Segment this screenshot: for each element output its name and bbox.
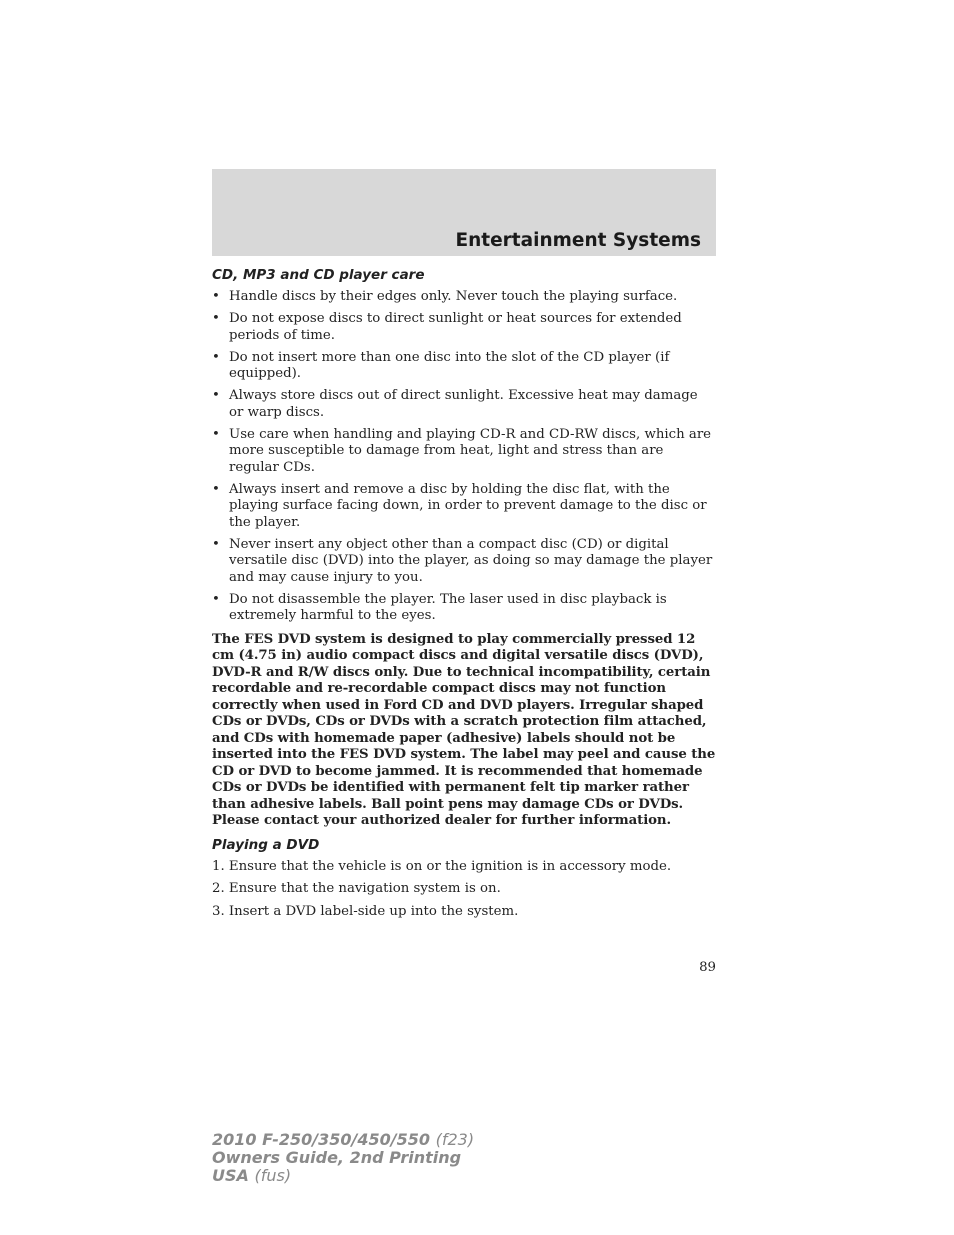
list-item: • Always insert and remove a disc by holding the disc flat, with the playing surface facing down, in order to prevent damage to the disc or the player. xyxy=(212,481,707,530)
footer-line-model: 2010 F-250/350/450/550 (f23) xyxy=(212,1130,475,1149)
step-item: 2. Ensure that the navigation system is on. xyxy=(212,881,501,896)
list-item: • Use care when handling and playing CD-R and CD-RW discs, which are more susceptible to damage from heat, light and stress than are regular CDs. xyxy=(212,426,712,475)
list-item: • Do not expose discs to direct sunlight or heat sources for extended periods of time. xyxy=(212,311,682,343)
bullet-icon: • xyxy=(212,536,220,552)
document-footer xyxy=(212,1131,474,1185)
footer-line-region: USA (fus) xyxy=(212,1166,292,1185)
step-item: 3. Insert a DVD label-side up into the system. xyxy=(212,903,519,919)
list-item: • Always store discs out of direct sunlight. Excessive heat may damage or warp discs. xyxy=(212,388,698,420)
cd-care-list xyxy=(212,289,716,625)
bullet-icon: • xyxy=(212,289,220,304)
bullet-icon: • xyxy=(212,481,220,497)
bullet-icon: • xyxy=(212,388,220,403)
playing-dvd-heading: Playing a DVD xyxy=(212,836,320,853)
page-content xyxy=(212,266,716,926)
cd-care-heading: CD, MP3 and CD player care xyxy=(212,267,425,283)
list-item: • Do not insert more than one disc into the slot of the CD player (if equipped). xyxy=(212,349,670,381)
step-item: 1. Ensure that the vehicle is on or the ignition is in accessory mode. xyxy=(212,858,672,874)
list-item: • Do not disassemble the player. The laser used in disc playback is extremely harmful to the eyes. xyxy=(212,591,667,623)
bullet-icon: • xyxy=(212,311,220,326)
bullet-icon: • xyxy=(212,426,220,442)
section-title: Entertainment Systems xyxy=(455,230,701,251)
bullet-icon: • xyxy=(212,591,220,607)
playing-dvd-steps xyxy=(212,859,716,921)
list-item: • Never insert any object other than a compact disc (CD) or digital versatile disc (DVD) into the player, as doing so may damage the player and may cause injury to you. xyxy=(212,536,713,585)
list-item: • Handle discs by their edges only. Never touch the playing surface. xyxy=(212,289,678,304)
page-number: 89 xyxy=(699,960,716,975)
disc-compatibility-notice: The FES DVD system is designed to play commercially pressed 12 cm (4.75 in) audio compact discs and digital versatile discs (DVD), DVD-R and R/W discs only. Due to technical incompatibility, certain recordable and re-recordable compact discs may not function correctly when used in Ford CD and DVD players. Irregular shaped CDs or DVDs, CDs or DVDs with a scratch protection film attached, and CDs with homemade paper (adhesive) labels should not be inserted into the FES DVD system. The label may peel and cause the CD or DVD to become jammed. It is recommended that homemade CDs or DVDs be identified with permanent felt tip marker rather than adhesive labels. Ball point pens may damage CDs or DVDs. Please contact your authorized dealer for further information. xyxy=(212,631,716,828)
bullet-icon: • xyxy=(212,349,220,365)
section-header-band xyxy=(212,169,716,256)
footer-line-edition: Owners Guide, 2nd Printing xyxy=(212,1148,462,1167)
